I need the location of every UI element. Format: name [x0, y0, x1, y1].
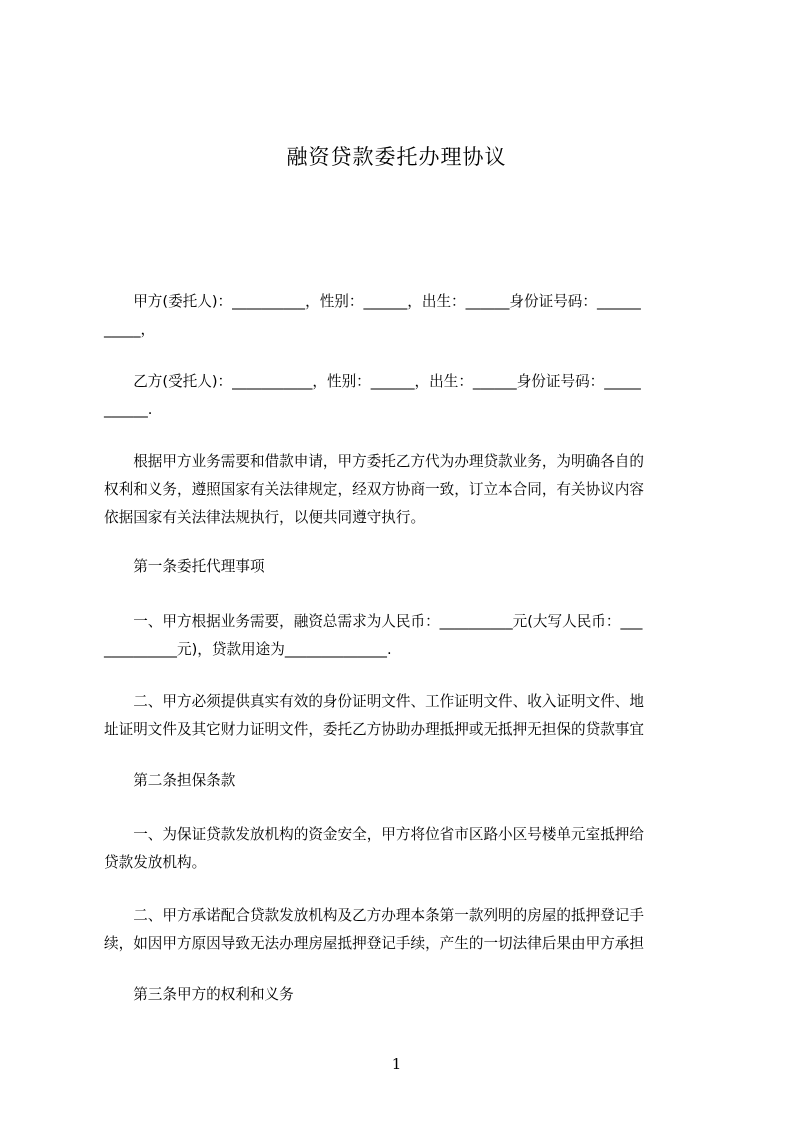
preamble-paragraph	[104, 448, 704, 532]
paragraph-line: 址证明文件及其它财力证明文件，委托乙方协助办理抵押或无抵押无担保的贷款事宜	[104, 721, 644, 738]
paragraph-line: 甲方(委托人)：__________，性别：______，出生：______身份证号码：______	[104, 293, 641, 310]
paragraph-line: 一、甲方根据业务需要，融资总需求为人民币：__________元(大写人民币：___	[104, 613, 643, 630]
article-2-item-2-paragraph	[104, 902, 704, 958]
paragraph-line: 二、甲方承诺配合贷款发放机构及乙方办理本条第一款列明的房屋的抵押登记手	[104, 907, 644, 924]
party-b-paragraph	[104, 368, 704, 424]
section-heading: 第三条甲方的权利和义务	[104, 986, 294, 1003]
page-number: 1	[391, 1055, 402, 1073]
article-1-heading	[104, 553, 704, 581]
paragraph-line: 贷款发放机构。	[104, 854, 207, 871]
section-heading: 第二条担保条款	[104, 772, 236, 789]
party-a-paragraph	[104, 288, 704, 344]
article-3-heading	[104, 981, 704, 1009]
paragraph-line: __________元)，贷款用途为______________.	[104, 641, 392, 658]
paragraph-line: 权利和义务，遵照国家有关法律规定，经双方协商一致，订立本合同，有关协议内容	[104, 481, 644, 498]
paragraph-line: 二、甲方必须提供真实有效的身份证明文件、工作证明文件、收入证明文件、地	[104, 693, 644, 710]
article-2-item-1-paragraph	[104, 821, 704, 877]
article-1-item-2-paragraph	[104, 688, 704, 744]
document-title: 融资贷款委托办理协议	[286, 145, 507, 169]
paragraph-line: _____，	[104, 321, 156, 338]
paragraph-line: 一、为保证贷款发放机构的资金安全，甲方将位省市区路小区号楼单元室抵押给	[104, 826, 644, 843]
paragraph-line: ______.	[104, 401, 153, 418]
section-heading: 第一条委托代理事项	[104, 558, 265, 575]
paragraph-line: 续，如因甲方原因导致无法办理房屋抵押登记手续，产生的一切法律后果由甲方承担	[104, 935, 644, 952]
article-1-item-1-paragraph	[104, 608, 704, 664]
paragraph-line: 依据国家有关法律法规执行，以便共同遵守执行。	[104, 509, 426, 526]
paragraph-line: 根据甲方业务需要和借款申请，甲方委托乙方代为办理贷款业务，为明确各自的	[104, 453, 644, 470]
paragraph-line: 乙方(受托人)：___________，性别：______，出生：______身份证号码：_____	[104, 373, 641, 390]
article-2-heading	[104, 767, 704, 795]
